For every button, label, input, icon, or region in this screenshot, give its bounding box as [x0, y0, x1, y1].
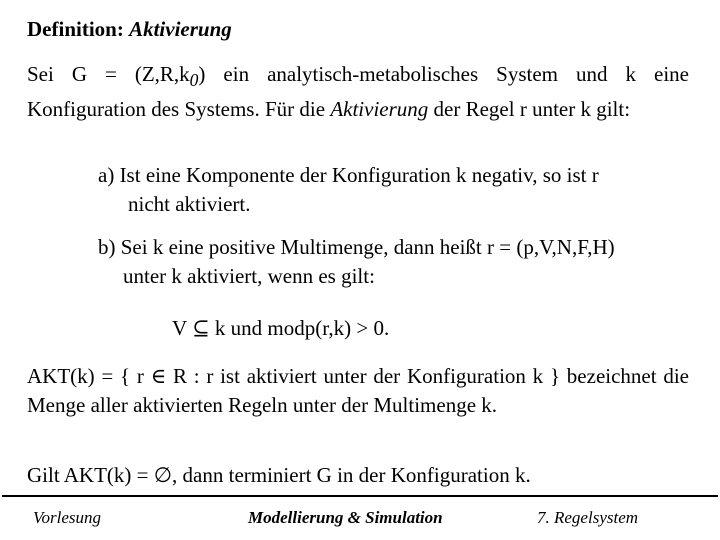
- item-a-line2: nicht aktiviert.: [128, 192, 251, 216]
- akt-part1: AKT(k) = { r: [27, 364, 151, 388]
- intro-paragraph: [27, 60, 689, 124]
- item-a-line1: a) Ist eine Komponente der Konfiguration k negativ, so ist r: [98, 163, 599, 187]
- closing-part1: Gilt AKT(k) =: [27, 463, 154, 487]
- activation-condition: [172, 314, 389, 343]
- empty-set-symbol: ∅: [153, 463, 173, 487]
- definition-title: [27, 17, 232, 42]
- intro-part2: ) ein analytisch-metabolisches System und k eine Konfiguration des Systems. Für die: [27, 62, 689, 122]
- footer-divider: [2, 495, 718, 497]
- formula-rhs: k und modp(r,k) > 0.: [209, 316, 390, 340]
- item-a: [98, 161, 698, 219]
- subset-symbol: ⊆: [192, 316, 210, 340]
- formula-lhs: V: [172, 316, 193, 340]
- closing-paragraph: [27, 461, 689, 490]
- akt-paragraph: [27, 362, 689, 420]
- footer-course-title: Modellierung & Simulation: [248, 508, 443, 527]
- intro-emphasis: Aktivierung: [330, 97, 429, 122]
- item-b-line1: b) Sei k eine positive Multimenge, dann heißt r = (p,V,N,F,H): [98, 235, 615, 259]
- footer-chapter: 7. Regelsystem: [537, 508, 639, 527]
- intro-part3: der Regel r unter k gilt:: [428, 97, 631, 122]
- item-b-line2: unter k aktiviert, wenn es gilt:: [123, 264, 375, 288]
- intro-subscript: 0: [189, 70, 199, 91]
- footer-lecture: Vorlesung: [33, 508, 101, 527]
- title-term: Aktivierung: [129, 17, 232, 41]
- element-of-symbol: ∈: [150, 364, 167, 388]
- footer: [0, 495, 720, 540]
- title-prefix: Definition:: [27, 17, 130, 41]
- akt-part2: R : r ist aktiviert unter der Konfiguration k } bezeichnet die Menge aller aktivierten Regeln unter der Multimenge k.: [27, 364, 689, 417]
- intro-part1: Sei G = (Z,R,k: [27, 62, 190, 86]
- closing-part2: , dann terminiert G in der Konfiguration k.: [172, 463, 531, 487]
- item-b: [98, 233, 698, 291]
